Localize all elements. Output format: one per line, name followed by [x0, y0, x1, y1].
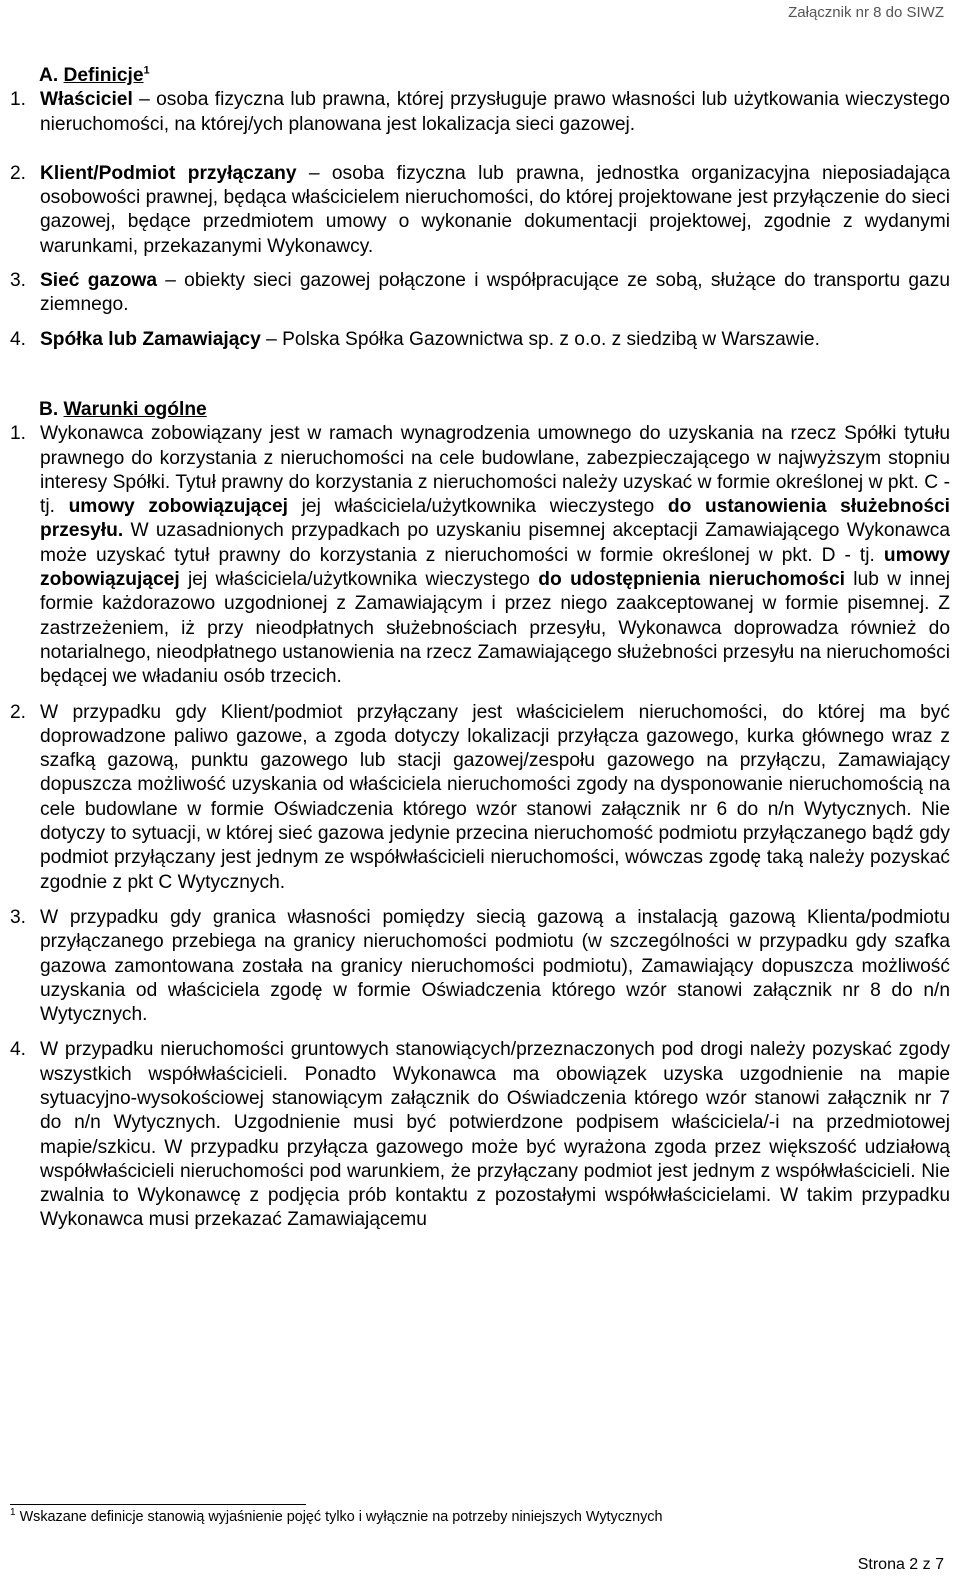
- document-header: Załącznik nr 8 do SIWZ: [788, 4, 944, 21]
- section-a-label: A.: [39, 65, 59, 86]
- item-number: 4.: [10, 328, 27, 350]
- item-number: 2.: [10, 162, 27, 184]
- item-text: W przypadku gdy granica własności pomiędzy siecią gazową a instalacją gazową Klienta/podmiotu przyłączanego przebiega na granicy nieruchomości podmiotu (w szczególności w przypadku gdy szafka gazowa zamontowana została na granicy nieruchomości podmiotu), Zamawiający dopuszcza możliwość uzyskania od właściciela zgodę w formie Oświadczenia którego wzór stanowi załącznik nr 8 do n/n Wytycznych.: [40, 906, 950, 1026]
- definition-item: [10, 162, 950, 259]
- text-run: W uzasadnionych przypadkach po uzyskaniu pisemnej akceptacji Zamawiającego Wykonawca może uzyskać tytuł prawny do korzystania z nieruchomości w formie określonej w pkt. D - tj.: [40, 520, 950, 566]
- footnote-divider: [10, 1504, 306, 1505]
- condition-item: [10, 422, 950, 689]
- definition-term: Właściciel: [40, 89, 133, 111]
- definition-dash: –: [157, 270, 185, 292]
- definition-term: Sieć gazowa: [40, 270, 158, 292]
- bold-run: umowy zobowiązującej: [68, 496, 289, 518]
- bold-run: do ustanowienia służebności przesyłu.: [40, 496, 951, 542]
- definition-term: Spółka lub Zamawiający: [40, 328, 261, 350]
- item-number: 3.: [10, 906, 27, 928]
- text-run: jej właściciela/użytkownika wieczystego: [288, 496, 668, 518]
- item-text: [40, 162, 950, 259]
- definition-item: [10, 88, 950, 137]
- footnote-text: Wskazane definicje stanowią wyjaśnienie pojęć tylko i wyłącznie na potrzeby niniejszych Wytycznych: [19, 1509, 663, 1525]
- definition-item: [10, 269, 950, 318]
- item-text: [40, 88, 950, 137]
- definition-dash: –: [132, 89, 157, 111]
- condition-item: [10, 906, 950, 1027]
- section-b-heading: [39, 398, 950, 422]
- footnote-number: 1: [10, 1507, 16, 1519]
- definition-dash: –: [296, 162, 332, 184]
- text-run: Wykonawca zobowiązany jest w ramach wynagrodzenia umownego do uzyskania na rzecz Spółki tytułu prawnego do korzystania z nieruchomości na cele budowlane, zabezpieczającego w najwyższym stopniu interesy Spółki. Tytuł prawny do korzystania z nieruchomości należy uzyskać w formie określonej w pkt. C - tj.: [40, 423, 950, 518]
- item-number: 2.: [10, 701, 27, 723]
- bold-run: do udostępnienia nieruchomości: [538, 569, 845, 591]
- item-text: [40, 328, 950, 352]
- definition-text: Polska Spółka Gazownictwa sp. z o.o. z siedzibą w Warszawie.: [282, 328, 820, 350]
- condition-item: [10, 1038, 950, 1232]
- item-text: W przypadku gdy Klient/podmiot przyłączany jest właścicielem nieruchomości, do której ma być doprowadzone paliwo gazowe, a zgoda dotyczy lokalizacji przyłącza gazowego, kurka głównego wraz z szafką gazową, punktu gazowego lub stacji gazowej/zespołu gazowego na przyłączu, Zamawiający dopuszcza możliwość uzyskania od właściciela nieruchomości zgody na dysponowanie nieruchomością na cele budowlane w formie Oświadczenia którego wzór stanowi załącznik nr 6 do n/n Wytycznych. Nie dotyczy to sytuacji, w której sieć gazowa jedynie przecina nieruchomość podmiotu przyłączanego bądź gdy podmiot przyłączany jest jednym ze współwłaścicieli nieruchomości, wówczas zgodę taką należy pozyskać zgodnie z pkt C Wytycznych.: [40, 701, 950, 893]
- page-number: Strona 2 z 7: [857, 1556, 944, 1573]
- item-number: 4.: [10, 1039, 27, 1061]
- item-number: 3.: [10, 270, 27, 292]
- definition-text: osoba fizyczna lub prawna, której przysługuje prawo własności lub użytkowania wieczystego nieruchomości, na której/ych planowana jest lokalizacja sieci gazowej.: [40, 89, 950, 135]
- item-number: 1.: [10, 423, 27, 445]
- definition-text: osoba fizyczna lub prawna, jednostka organizacyjna nieposiadająca osobowości prawnej, będąca właścicielem nieruchomości, do której projektowane jest przyłączenie do sieci gazowej, będące przedmiotem umowy o wykonanie dokumentacji projektowej, zgodnie z wydanymi warunkami, przekazanymi Wykonawcy.: [40, 162, 950, 257]
- section-a-heading: [39, 64, 950, 88]
- item-text: [40, 422, 950, 689]
- text-run: jej właściciela/użytkownika wieczystego: [179, 569, 539, 591]
- definition-term: Klient/Podmiot przyłączany: [40, 162, 297, 184]
- text-run: lub w innej formie każdorazowo uzgodnionej z Zamawiającym i przez niego zaakceptowanej w formie pisemnej. Z zastrzeżeniem, iż przy nieodpłatnych służebnościach przesyłu, Wykonawca doprowadza również do notarialnego, nieodpłatnego ustanowienia na rzecz Zamawiającego służebności przesyłu na nieruchomości będącej we władaniu osób trzecich.: [40, 569, 950, 688]
- bold-run: umowy zobowiązującej: [40, 544, 950, 591]
- section-b-label: B.: [39, 398, 59, 420]
- condition-item: [10, 701, 950, 895]
- item-text: W przypadku nieruchomości gruntowych stanowiących/przeznaczonych pod drogi należy pozyskać zgody wszystkich współwłaścicieli. Ponadto Wykonawca ma obowiązek uzyska uzgodnienie na mapie sytuacyjno-wysokościowej stanowiącym załącznik do Oświadczenia którego wzór stanowi załącznik nr 7 do n/n Wytycznych. Uzgodnienie musi być potwierdzone podpisem właściciela/-i na przedmiotowej mapie/szkicu. W przypadku przyłącza gazowego może być wyrażona zgoda przez większość udziałową współwłaścicieli nieruchomości pod warunkiem, że przyłączany podmiot jest jednym z współwłaścicieli. Nie zwalnia to Wykonawcę z podjęcia prób kontaktu z pozostałymi współwłaścicielami. W takim przypadku Wykonawca musi przekazać Zamawiającemu: [40, 1039, 950, 1231]
- section-b-title: Warunki ogólne: [63, 398, 207, 420]
- item-number: 1.: [10, 89, 27, 111]
- page-body: [10, 64, 950, 1233]
- footnote: [10, 1509, 663, 1525]
- definition-item: [10, 328, 950, 352]
- definition-dash: –: [260, 328, 283, 350]
- item-text: [40, 269, 950, 318]
- definition-text: obiekty sieci gazowej połączone i współpracujące ze sobą, służące do transportu gazu ziemnego.: [40, 270, 950, 316]
- footnote-ref: 1: [143, 64, 150, 77]
- section-a-title: Definicje: [63, 65, 144, 86]
